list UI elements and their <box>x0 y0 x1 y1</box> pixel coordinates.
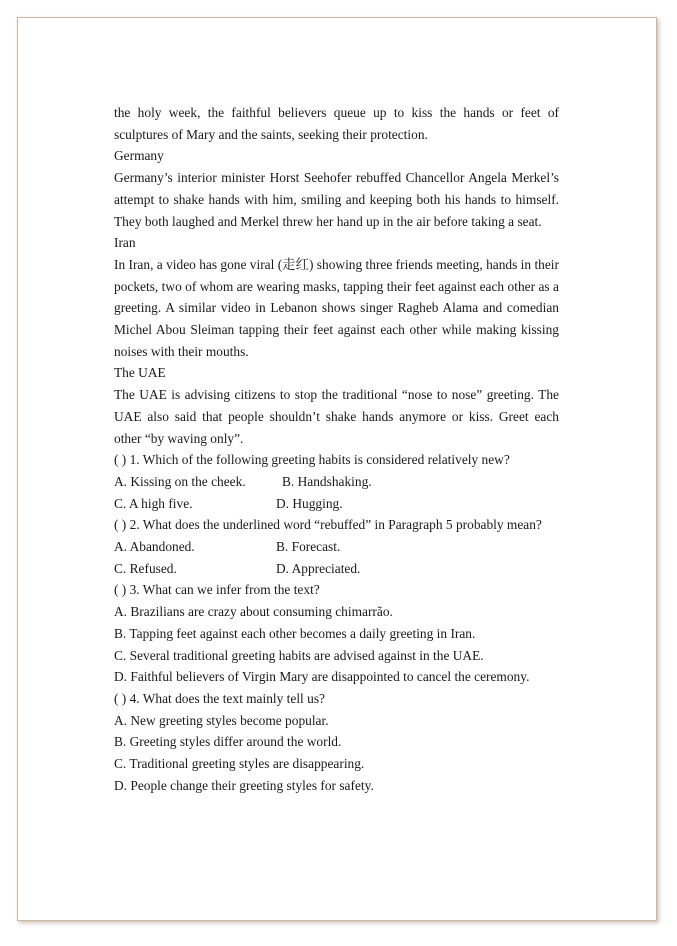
question-2-option-c: C. Refused. <box>114 560 177 576</box>
question-3-option-b: B. Tapping feet against each other becomes a daily greeting in Iran. <box>114 625 476 641</box>
question-1-option-c: C. A high five. <box>114 495 193 511</box>
question-1-stem: ( ) 1. Which of the following greeting habits is considered relatively new? <box>114 452 510 468</box>
question-3-option-c: C. Several traditional greeting habits are advised against in the UAE. <box>114 647 484 663</box>
question-1-options-row-2 <box>114 493 559 515</box>
question-3-stem: ( ) 3. What can we infer from the text? <box>114 582 320 598</box>
question-1-option-b: B. Handshaking. <box>282 473 372 489</box>
paragraph-germany: Germany’s interior minister Horst Seehofer rebuffed Chancellor Angela Merkel’s attempt to shake hands with him, smiling and keeping both his hands to himself. They both laughed and Merkel threw her hand up in the air before taking a seat. <box>114 170 559 229</box>
question-1-option-a: A. Kissing on the cheek. <box>114 473 246 489</box>
question-1-options-row-1 <box>114 471 559 493</box>
heading-uae: The UAE <box>114 365 166 381</box>
question-4-option-b: B. Greeting styles differ around the world. <box>114 734 342 750</box>
question-2-option-b: B. Forecast. <box>276 539 341 555</box>
question-3-option-d: D. Faithful believers of Virgin Mary are disappointed to cancel the ceremony. <box>114 669 530 685</box>
paragraph-iran: In Iran, a video has gone viral (走红) showing three friends meeting, hands in their pockets, two of whom are wearing masks, tapping their feet against each other as a greeting. A similar video in Lebanon shows singer Ragheb Alama and comedian Michel Abou Sleiman tapping their feet against each other while making kissing noises with their mouths. <box>114 256 559 359</box>
question-4-stem: ( ) 4. What does the text mainly tell us? <box>114 690 325 706</box>
question-4-option-c: C. Traditional greeting styles are disappearing. <box>114 756 365 772</box>
document-content <box>114 102 559 797</box>
question-4-option-a: A. New greeting styles become popular. <box>114 712 329 728</box>
heading-iran: Iran <box>114 235 136 251</box>
heading-germany: Germany <box>114 148 164 164</box>
document-page <box>17 17 657 921</box>
question-3-option-a: A. Brazilians are crazy about consuming chimarrão. <box>114 604 393 620</box>
question-2-option-d: D. Appreciated. <box>276 560 361 576</box>
intro-paragraph-tail: the holy week, the faithful believers queue up to kiss the hands or feet of sculptures of Mary and the saints, seeking their protection. <box>114 105 559 142</box>
question-2-options-row-1 <box>114 536 559 558</box>
question-2-option-a: A. Abandoned. <box>114 539 195 555</box>
question-4-option-d: D. People change their greeting styles for safety. <box>114 777 374 793</box>
paragraph-uae: The UAE is advising citizens to stop the traditional “nose to nose” greeting. The UAE also said that people shouldn’t shake hands anymore or kiss. Greet each other “by waving only”. <box>114 387 559 446</box>
question-2-stem: ( ) 2. What does the underlined word “rebuffed” in Paragraph 5 probably mean? <box>114 517 542 533</box>
question-2-options-row-2 <box>114 558 559 580</box>
question-1-option-d: D. Hugging. <box>276 495 343 511</box>
